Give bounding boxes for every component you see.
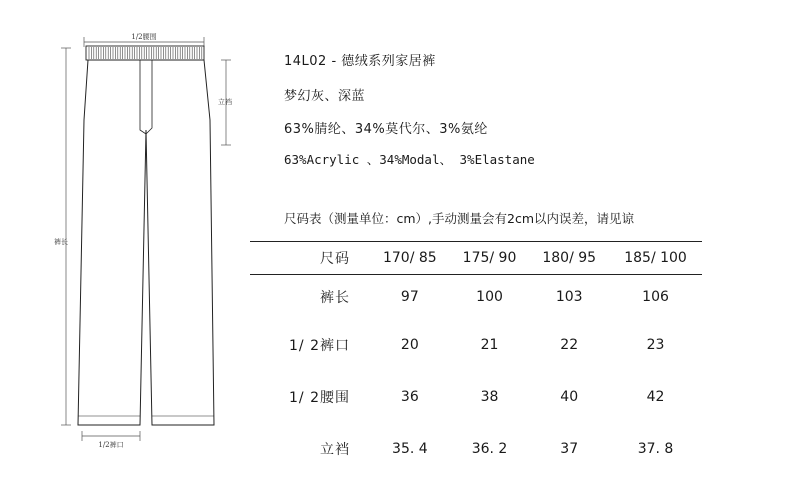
table-row <box>250 371 702 423</box>
row-label: 1/ 2腰围 <box>289 390 350 406</box>
hem-label: 1/2裤口 <box>98 441 124 449</box>
table-cell: 40 <box>560 389 579 405</box>
size-table-header <box>250 242 702 275</box>
length-label: 裤长 <box>54 238 68 246</box>
header-size: 185/ 100 <box>609 242 702 275</box>
table-row <box>250 423 702 475</box>
rise-label: 立裆 <box>218 98 232 106</box>
table-cell: 36. 2 <box>471 441 508 457</box>
table-cell: 36 <box>400 389 419 405</box>
table-cell: 21 <box>480 337 499 353</box>
pants-outline <box>78 60 214 425</box>
table-cell: 100 <box>476 289 503 305</box>
table-cell: 42 <box>646 389 665 405</box>
row-label: 立裆 <box>320 442 350 458</box>
header-size: 175/ 90 <box>450 242 530 275</box>
table-cell: 23 <box>646 337 665 353</box>
header-size-label: 尺码 <box>250 242 370 275</box>
table-cell: 106 <box>642 289 669 305</box>
length-dimension <box>61 48 71 425</box>
row-label: 裤长 <box>320 290 350 306</box>
table-cell: 22 <box>560 337 579 353</box>
product-colors: 梦幻灰、深蓝 <box>284 89 366 104</box>
size-table <box>250 241 702 475</box>
table-cell: 97 <box>400 289 419 305</box>
size-table-note: 尺码表（测量单位：cm）,手动测量会有2cm以内误差，请见谅 <box>284 211 635 226</box>
table-cell: 38 <box>480 389 499 405</box>
table-row <box>250 275 702 320</box>
table-cell: 35. 4 <box>392 441 428 457</box>
table-cell: 103 <box>555 289 583 305</box>
composition-cn: 63%腈纶、34%莫代尔、3%氨纶 <box>284 122 488 137</box>
header-size: 180/ 95 <box>529 242 609 275</box>
header-size: 170/ 85 <box>370 242 450 275</box>
table-cell: 37. 8 <box>637 441 674 457</box>
waist-label: 1/2腰围 <box>131 33 157 41</box>
table-cell: 20 <box>400 337 419 353</box>
composition-en: 63%Acrylic 、34%Modal、 3%Elastane <box>284 152 535 167</box>
product-code-name: 14L02 - 德绒系列家居裤 <box>284 54 436 69</box>
table-cell: 37 <box>560 441 579 457</box>
row-label: 1/ 2裤口 <box>289 338 350 354</box>
hem-dimension <box>82 431 140 441</box>
pants-diagram <box>0 0 260 480</box>
table-row <box>250 319 702 371</box>
